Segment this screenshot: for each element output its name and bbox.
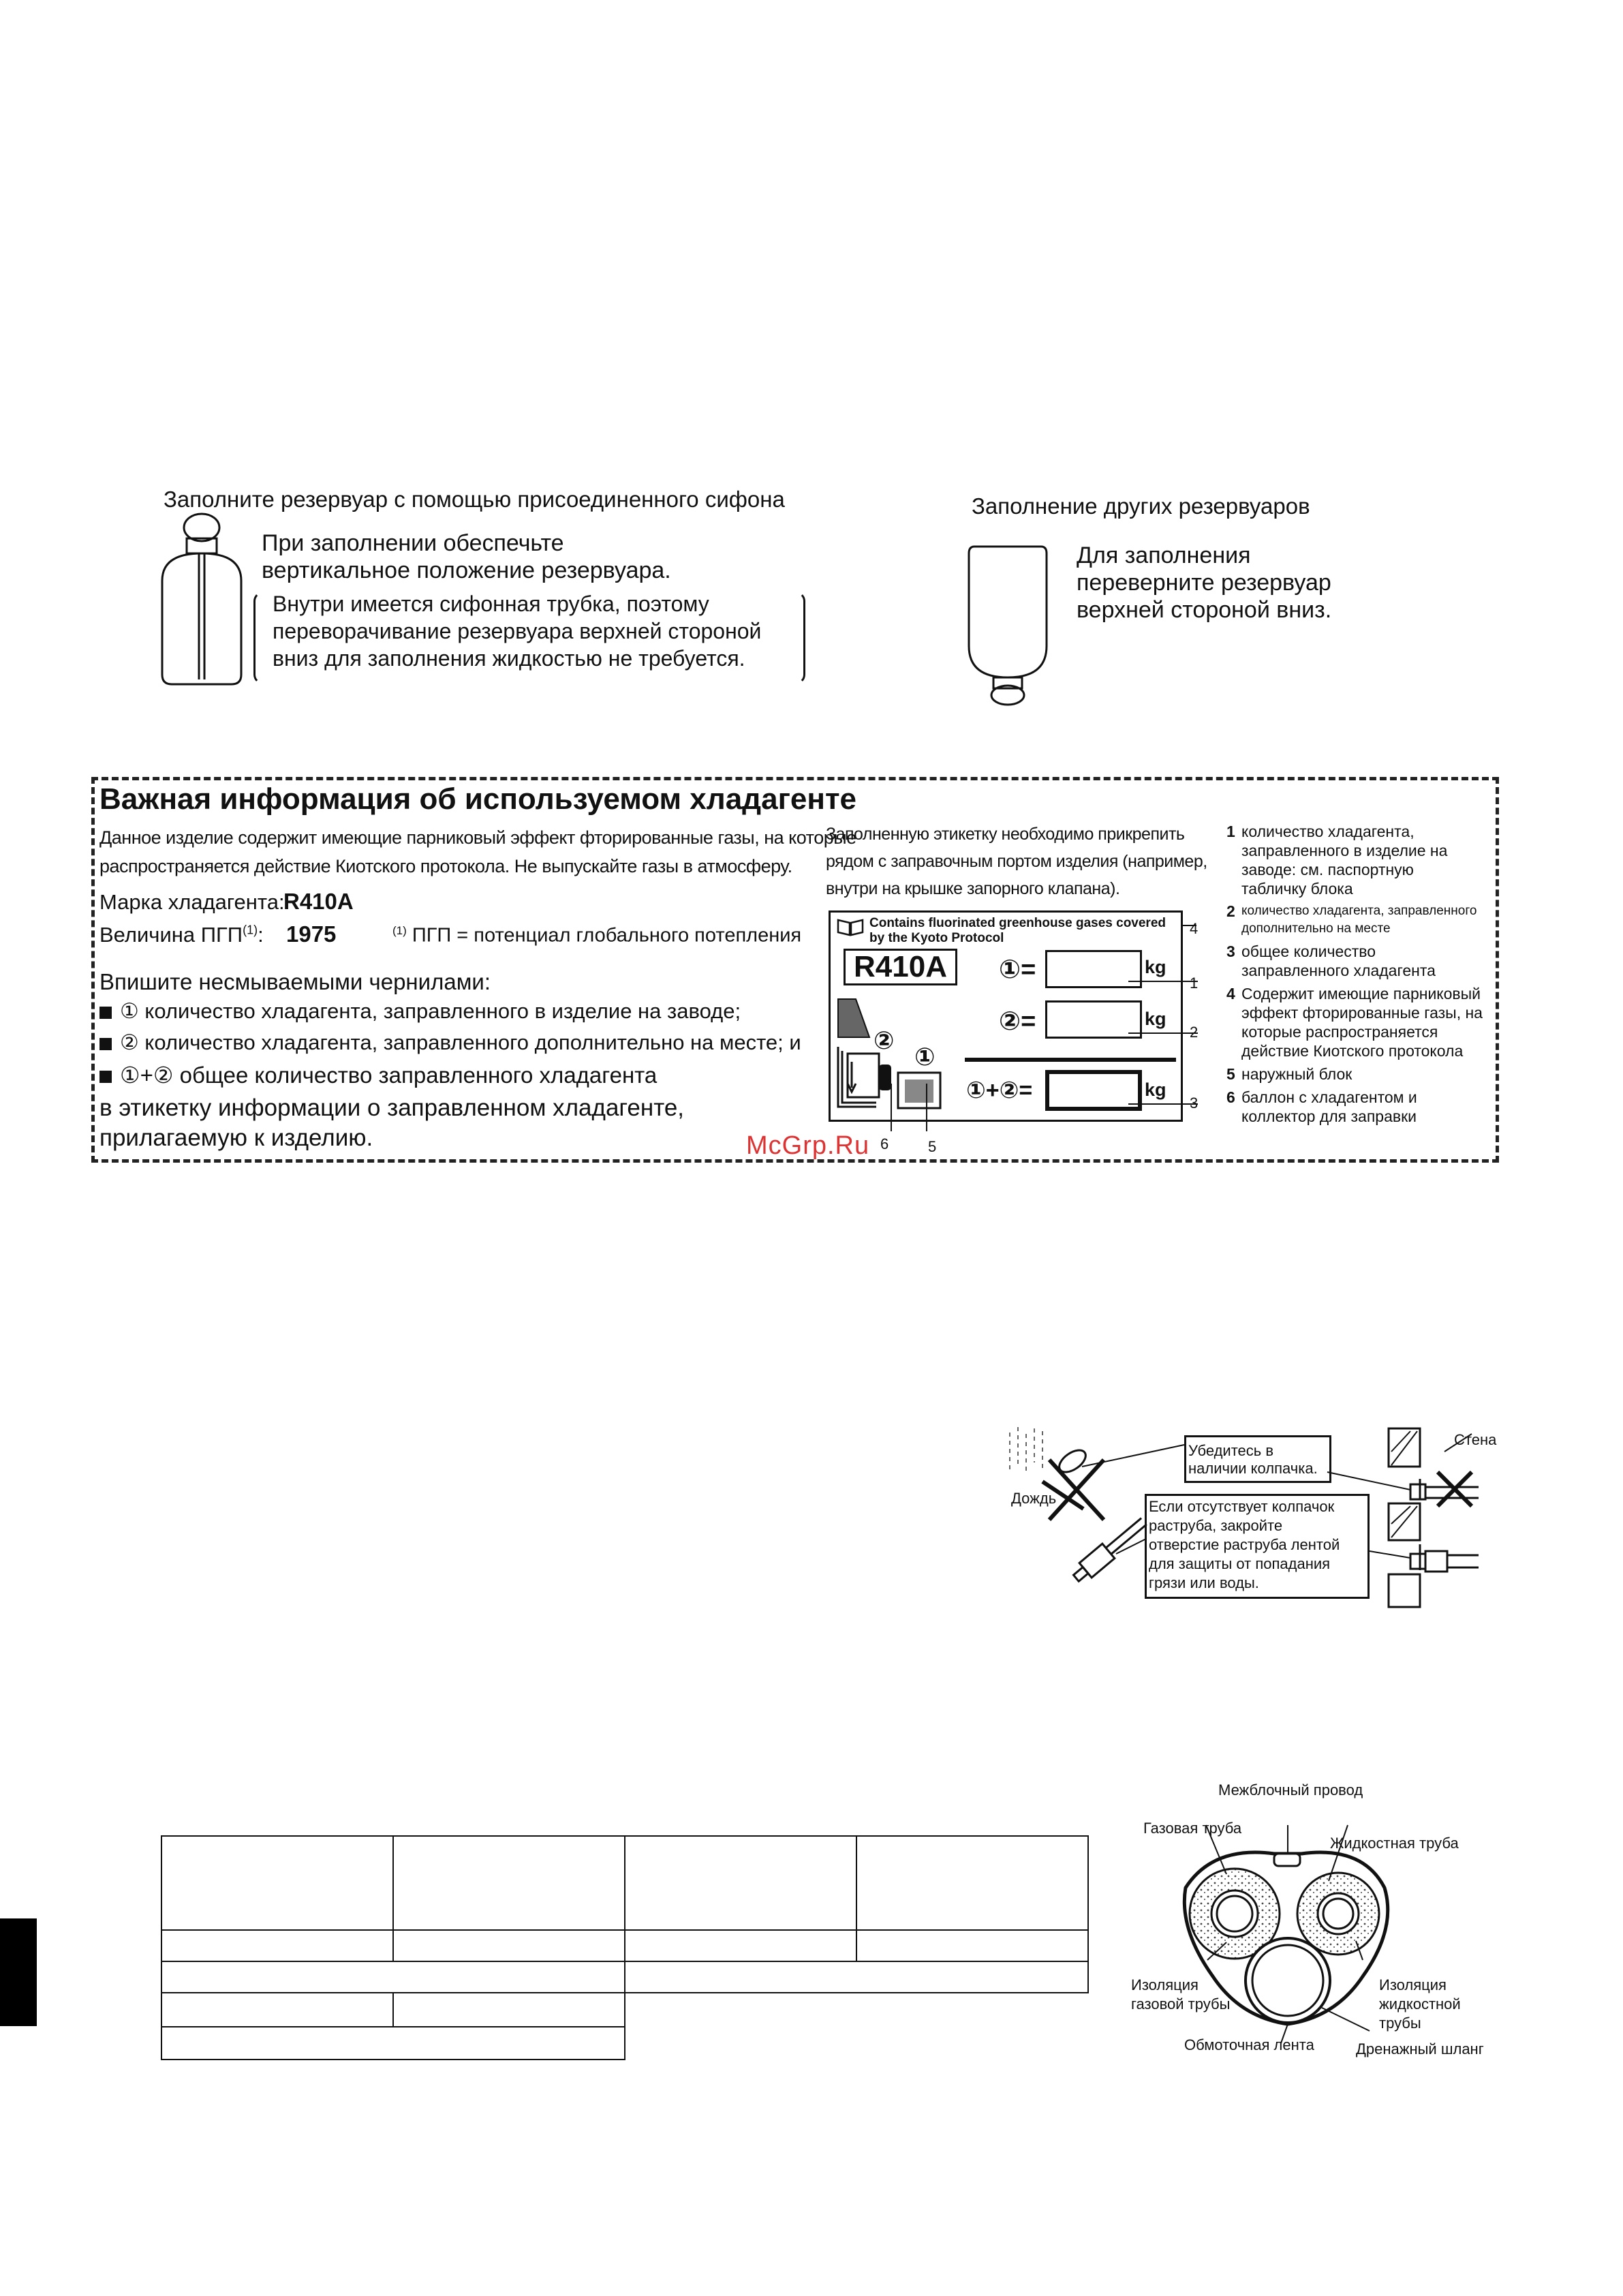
flare-note-line5: грязи или воды. (1149, 1574, 1259, 1591)
right-filling-line1: Для заполнения (1077, 542, 1251, 568)
refrigerant-legend (1226, 822, 1496, 1126)
callout-5: 5 (928, 1138, 937, 1155)
ink-item3: ①+② общее количество заправленного хладагента (99, 1062, 657, 1088)
attach-note-line2: рядом с заправочным портом изделия (например, (826, 852, 1207, 871)
attach-note-line1: Заполненную этикетку необходимо прикрепить (826, 825, 1185, 844)
label-drain-hose: Дренажный шланг (1356, 2040, 1484, 2057)
gwp-value: 1975 (286, 921, 337, 947)
brand-value: R410A (283, 889, 354, 914)
ink-item2: ② количество хладагента, заправленного дополнительно на месте; и (99, 1030, 801, 1055)
label-gas-insulation-1: Изоляция (1131, 1976, 1199, 1993)
legend-item-2: 2 количество хладагента, заправленного дополнительно на месте (1226, 902, 1477, 936)
legend-item-3: 3 общее количество заправленного хладагента (1226, 943, 1436, 979)
flare-note-line4: для защиты от попадания (1149, 1555, 1331, 1572)
pipe-bundle-diagram (1158, 1826, 1417, 2058)
wall-label: Стена (1454, 1431, 1497, 1448)
table-cell (856, 1836, 1088, 1930)
table-cell (161, 1836, 393, 1930)
rain-label: Дождь (1011, 1490, 1057, 1507)
legend-item-4: 4 Содержит имеющие парниковый эффект фторированные газы, на которые распространяется действие Киотского протокола (1226, 985, 1483, 1060)
siphon-note-line2: переворачивание резервуара верхней стороной (273, 619, 762, 643)
ink-item1: ① количество хладагента, заправленного в изделие на заводе; (99, 999, 741, 1024)
callout-6: 6 (880, 1135, 889, 1152)
ink-title: Впишите несмываемыми чернилами: (99, 969, 491, 994)
bullet-icon (99, 1038, 112, 1050)
table-cell (393, 1836, 625, 1930)
label-row3-kg: kg (1145, 1080, 1166, 1100)
table-cell (625, 1836, 856, 1930)
right-filling-line2: переверните резервуар (1077, 570, 1331, 596)
refrigerant-heading: Важная информация об используемом хладагенте (99, 782, 856, 816)
attach-note-line3: внутри на крышке запорного клапана). (826, 879, 1120, 898)
refrigerant-intro-line1: Данное изделие содержит имеющие парниковый эффект фторированные газы, на которые (99, 827, 856, 848)
table-cell (161, 1961, 625, 1993)
label-kyoto-text2: by the Kyoto Protocol (869, 931, 1004, 945)
label-row1-kg: kg (1145, 957, 1166, 977)
book-icon (837, 917, 864, 936)
table-cell (856, 1930, 1088, 1961)
label-r410a: R410A (844, 949, 957, 985)
label-gas-insulation-2: газовой трубы (1131, 1995, 1231, 2012)
label-kyoto-text1: Contains fluorinated greenhouse gases covered (869, 916, 1166, 930)
callout-3: 3 (1190, 1095, 1199, 1112)
ink-tail1: в этикетку информации о заправленном хладагенте, (99, 1095, 685, 1121)
legend-item-6: 6 баллон с хладагентом и коллектор для заправки (1226, 1088, 1417, 1125)
flare-note-line2: раструба, закройте (1149, 1517, 1283, 1534)
left-filling-line1: При заполнении обеспечьте (262, 530, 564, 556)
label-circle1: ① (914, 1043, 936, 1071)
legend-item-1: 1 количество хладагента, заправленного в изделие на заводе: см. паспортную табличку блока (1226, 823, 1448, 898)
flare-note-line1: Если отсутствует колпачок (1149, 1498, 1335, 1515)
label-circle2: ② (874, 1026, 895, 1054)
label-row3-symbol: ①+②= (966, 1077, 1033, 1103)
right-filling-line3: верхней стороной вниз. (1077, 597, 1332, 623)
label-liquid-pipe: Жидкостная труба (1330, 1835, 1459, 1852)
callout-1: 1 (1190, 975, 1199, 992)
table-cell (625, 1930, 856, 1961)
label-gas-pipe: Газовая труба (1143, 1820, 1242, 1837)
bullet-icon (99, 1071, 112, 1083)
label-row2-symbol: ②= (999, 1007, 1036, 1036)
legend-item-5: 5 наружный блок (1226, 1065, 1352, 1083)
refrigerant-intro-line2: распространяется действие Киотского протокола. Не выпускайте газы в атмосферу. (99, 856, 792, 876)
table-cell (161, 1993, 393, 2027)
table-cell (161, 2027, 625, 2060)
siphon-note-line1: Внутри имеется сифонная трубка, поэтому (273, 592, 709, 616)
label-row1-symbol: ①= (999, 955, 1036, 984)
table-cell (625, 1993, 1088, 2027)
table-cell (393, 1993, 625, 2027)
label-interunit-wire: Межблочный провод (1218, 1781, 1363, 1798)
callout-2: 2 (1190, 1024, 1199, 1041)
siphon-tank-icon (158, 512, 247, 688)
siphon-note-line3: вниз для заполнения жидкостью не требуется. (273, 646, 745, 671)
left-filling-line2: вертикальное положение резервуара. (262, 557, 671, 583)
table-cell (161, 1930, 393, 1961)
page-tab-marker (0, 1918, 37, 2026)
label-liquid-insulation-2: жидкостной (1379, 1995, 1461, 2012)
gwp-label: Величина ПГП$^{(1)}$: (99, 923, 264, 947)
table-cell (625, 1961, 1088, 1993)
label-liquid-insulation-1: Изоляция (1379, 1976, 1447, 1993)
watermark: McGrp.Ru (746, 1131, 870, 1160)
flare-check-line2: наличии колпачка. (1188, 1460, 1318, 1477)
label-row2-kg: kg (1145, 1009, 1166, 1029)
gwp-footnote: $^{(1)}$ ПГП = потенциал глобального потепления (392, 924, 802, 947)
pipe-spec-table (161, 1835, 1089, 2060)
ink-tail2: прилагаемую к изделию. (99, 1124, 373, 1151)
flare-check-line1: Убедитесь в (1188, 1442, 1274, 1459)
callout-4: 4 (1190, 920, 1199, 937)
bullet-icon (99, 1007, 112, 1019)
left-filling-title: Заполните резервуар с помощью присоединенного сифона (164, 487, 785, 512)
label-liquid-insulation-3: трубы (1379, 2015, 1421, 2032)
label-wrapping-tape: Обмоточная лента (1184, 2036, 1314, 2053)
right-filling-title: Заполнение других резервуаров (972, 493, 1310, 519)
table-cell (393, 1930, 625, 1961)
table-cell (625, 2027, 1088, 2060)
flare-note-line3: отверстие раструба лентой (1149, 1536, 1340, 1553)
brand-label: Марка хладагента: (99, 890, 285, 914)
inverted-tank-icon (966, 544, 1049, 707)
callout-leaders (883, 925, 1210, 1150)
